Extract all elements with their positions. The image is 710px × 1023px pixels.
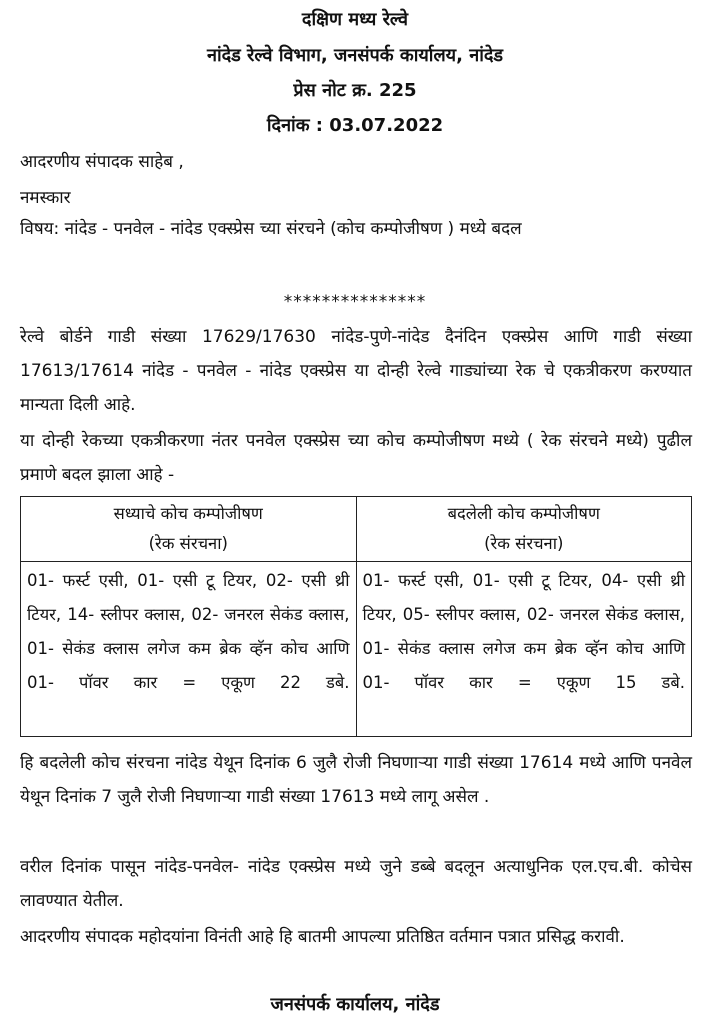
separator-stars: *************** (283, 292, 427, 312)
table-row (21, 562, 692, 737)
subject-line: विषय: नांदेड - पनवेल - नांदेड एक्स्प्रेस च्या संरचने (कोच कम्पोजीषण ) मध्ये बदल (20, 219, 522, 239)
paragraph-3: हि बदलेली कोच संरचना नांदेड येथून दिनांक 6 जुलै रोजी निघणाऱ्या गाडी संख्या 17614 मध्ये आणि पनवेल येथून दिनांक 7 जुलै रोजी निघणाऱ्या गाडी संख्या 17613 मध्ये लागू असेल . (20, 753, 692, 807)
paragraph-5: आदरणीय संपादक महोदयांना विनंती आहे हि बातमी आपल्या प्रतिष्ठित वर्तमान पत्रात प्रसिद्ध करावी. (20, 927, 625, 947)
table-header-changed (356, 497, 692, 562)
current-composition-cell: 01- फर्स्ट एसी, 01- एसी टू टियर, 02- एसी थ्री टियर, 14- स्लीपर क्लास, 02- जनरल सेकंड क्लास, 01- सेकंड क्लास लगेज कम ब्रेक व्हॅन कोच आणि 01- पॉवर कार = एकूण 22 डबे. (21, 562, 357, 737)
table-header-current (21, 497, 357, 562)
header-division: नांदेड रेल्वे विभाग, जनसंपर्क कार्यालय, नांदेड (206, 45, 504, 66)
paragraph-2: या दोन्ही रेकच्या एकत्रीकरणा नंतर पनवेल एक्स्प्रेस च्या कोच कम्पोजीषण मध्ये ( रेक संरचने मध्ये) पुढील प्रमाणे बदल झाला आहे - (20, 431, 692, 485)
current-header-line1: सध्याचे कोच कम्पोजीषण (113, 504, 263, 523)
changed-header-line2: (रेक संरचना) (484, 534, 564, 553)
greeting: आदरणीय संपादक साहेब , (20, 152, 184, 172)
table-header-row (21, 497, 692, 562)
paragraph-1: रेल्वे बोर्डने गाडी संख्या 17629/17630 नांदेड-पुणे-नांदेड दैनंदिन एक्स्प्रेस आणि गाडी संख्या 17613/17614 नांदेड - पनवेल - नांदेड एक्स्प्रेस या दोन्ही रेल्वे गाड्यांच्या रेक चे एकत्रीकरण करण्यात मान्यता दिली आहे. (20, 327, 692, 415)
footer-signature: जनसंपर्क कार्यालय, नांदेड (270, 994, 440, 1015)
current-header-line2: (रेक संरचना) (148, 534, 228, 553)
header-press-note-number: प्रेस नोट क्र. 225 (293, 80, 417, 101)
changed-header-line1: बदलेली कोच कम्पोजीषण (447, 504, 600, 523)
namaskar: नमस्कार (20, 188, 71, 208)
header-organization: दक्षिण मध्य रेल्वे (301, 9, 409, 30)
coach-composition-table (20, 496, 692, 737)
paragraph-4: वरील दिनांक पासून नांदेड-पनवेल- नांदेड एक्स्प्रेस मध्ये जुने डब्बे बदलून अत्याधुनिक एल.एच.बी. कोचेस लावण्यात येतील. (20, 857, 692, 911)
changed-composition-cell: 01- फर्स्ट एसी, 01- एसी टू टियर, 04- एसी थ्री टियर, 05- स्लीपर क्लास, 02- जनरल सेकंड क्लास, 01- सेकंड क्लास लगेज कम ब्रेक व्हॅन कोच आणि 01- पॉवर कार = एकूण 15 डबे. (356, 562, 692, 737)
header-date: दिनांक : 03.07.2022 (266, 115, 444, 136)
